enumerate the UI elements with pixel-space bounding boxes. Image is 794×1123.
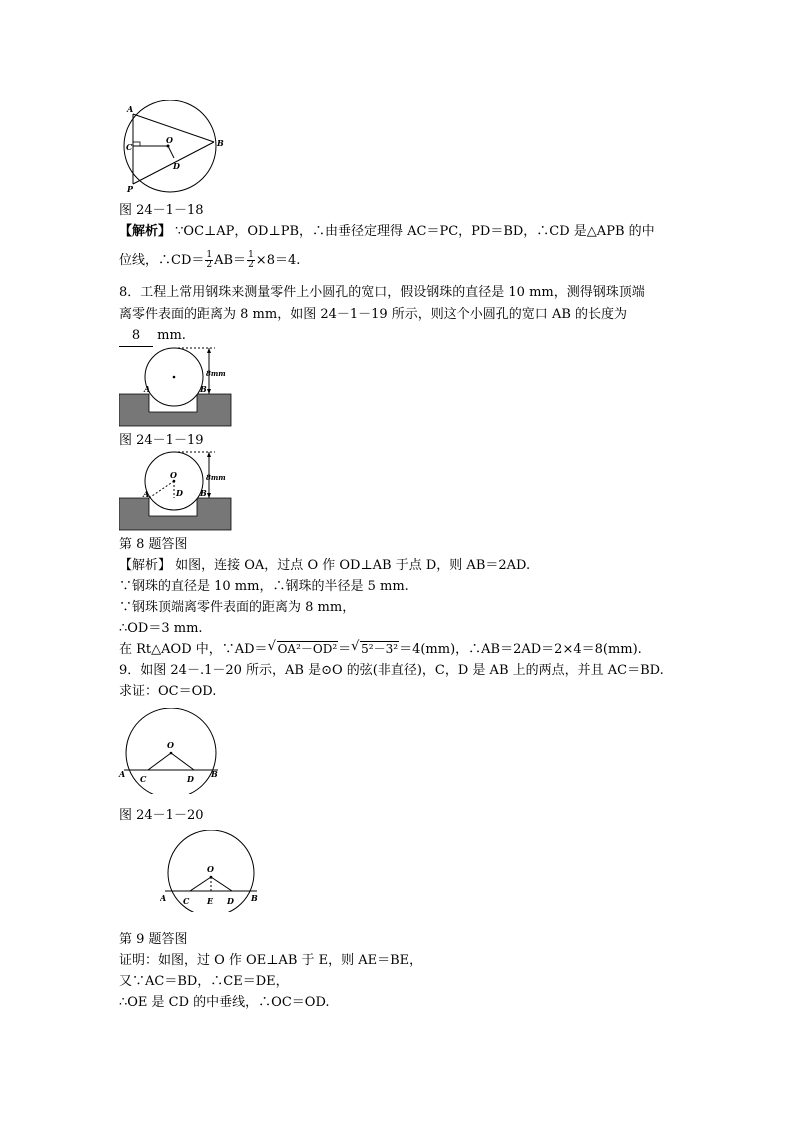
figure-question-9-answer [160,830,264,912]
fraction-half-1 [205,251,213,270]
solution-tag: 【解析】 [119,224,172,239]
figure-24-1-20 [118,708,228,794]
fraction-numerator: 1 [206,250,213,260]
answer-blank: 8 [119,326,153,347]
label-B: B [211,769,218,779]
fraction-half-2 [247,251,255,270]
solution-7-text-2b: AB＝ [214,253,247,268]
fraction-denominator: 2 [248,260,254,270]
label-O: O [170,470,177,480]
proof-9-line-3: ∴OE 是 CD 的中垂线，∴OC＝OD. [119,995,330,1010]
question-9-line-2: 求证：OC＝OD. [119,684,217,699]
label-P: P [127,184,134,194]
label-C: C [140,774,147,784]
caption-fig-24-1-18: 图 24－1－18 [119,203,204,218]
solution-8-text-5b: ＝ [338,642,352,657]
solution-8-line-2: ∵钢珠的直径是 10 mm，∴钢珠的半径是 5 mm. [119,579,409,594]
label-E: E [207,896,214,906]
label-B: B [200,384,207,394]
caption-question-8-answer: 第 8 题答图 [119,537,188,552]
solution-7-text-1: ∵OC⊥AP，OD⊥PB，∴由垂径定理得 AC＝PC，PD＝BD，∴CD 是△APB 的中 [175,224,655,239]
label-O: O [167,740,174,750]
solution-8-line-1: 【解析】 如图，连接 OA，过点 O 作 OD⊥AB 于点 D，则 AB＝2AD. [119,558,531,573]
label-B: B [200,488,207,498]
proof-9-line-2: 又∵AC＝BD，∴CE＝DE， [119,974,289,989]
label-A: A [143,489,150,499]
label-O: O [207,864,214,874]
solution-8-line-4: ∴OD＝3 mm. [119,621,203,636]
caption-fig-24-1-19: 图 24－1－19 [119,433,204,448]
question-9-line-1: 9．如图 24－.1－20 所示，AB 是⊙O 的弦(非直径)，C，D 是 AB 上的两点，并且 AC＝BD. [119,663,664,678]
label-A: A [119,769,126,779]
dimension-8mm: 8mm [206,473,226,482]
dimension-8mm: 8mm [206,369,226,378]
label-A: A [127,104,134,114]
question-8-answer-line [119,326,186,347]
solution-8-text-5a: 在 Rt△AOD 中，∵AD＝ [119,642,268,657]
label-C: C [126,142,133,152]
sqrt-expression-1: √ OA²－OD² [277,641,339,656]
figure-24-1-18 [118,100,228,196]
solution-8-line-5 [119,640,642,660]
label-B: B [217,138,224,148]
label-D: D [227,896,234,906]
label-O: O [166,135,173,145]
label-B: B [251,893,258,903]
sqrt-expression-2: √ 5²－3² [360,641,399,656]
solution-7-text-2c: ×8＝4. [255,253,301,268]
label-A: A [144,384,151,394]
solution-7-text-2a: 位线，∴CD＝ [119,253,205,268]
solution-7-line-2 [119,251,300,271]
label-D: D [176,488,183,498]
question-8-line-1: 8．工程上常用钢珠来测量零件上小圆孔的宽口，假设钢珠的直径是 10 mm，测得钢珠顶端 [119,285,645,300]
label-C: C [183,896,190,906]
fraction-numerator: 1 [248,250,254,260]
label-D: D [173,161,180,171]
figure-question-8-answer [119,450,233,532]
label-D: D [187,774,194,784]
label-A: A [160,893,167,903]
caption-fig-24-1-20: 图 24－1－20 [119,808,204,823]
solution-7-line-1 [119,222,655,242]
caption-question-9-answer: 第 9 题答图 [119,932,188,947]
fraction-denominator: 2 [206,260,213,270]
solution-8-text-5c: ＝4(mm)，∴AB＝2AD＝2×4＝8(mm). [399,642,642,657]
proof-9-line-1: 证明：如图，过 O 作 OE⊥AB 于 E，则 AE＝BE， [119,953,423,968]
answer-unit: mm. [157,328,186,343]
figure-24-1-19 [119,346,233,428]
question-8-line-2: 离零件表面的距离为 8 mm，如图 24－1－19 所示，则这个小圆孔的宽口 AB 的长度为 [119,307,628,322]
solution-8-line-3: ∵钢珠顶端离零件表面的距离为 8 mm， [119,600,356,615]
